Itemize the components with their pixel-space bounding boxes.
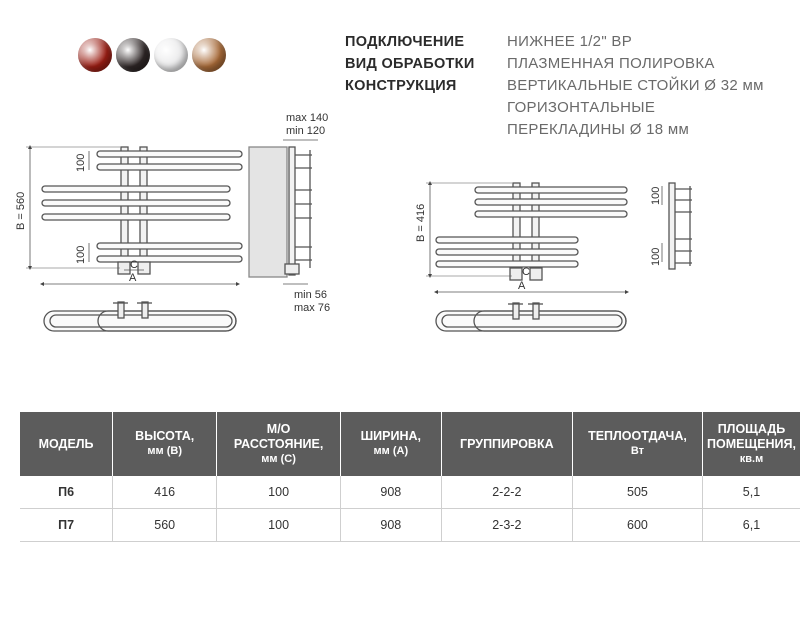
right-valve-label: C xyxy=(522,266,530,278)
right-spacing-bottom-label: 100 xyxy=(650,247,662,266)
spec-value: ПЕРЕКЛАДИНЫ Ø 18 мм xyxy=(507,121,690,138)
left-spacing-top-label: 100 xyxy=(75,153,87,172)
table-cell: 416 xyxy=(113,476,217,509)
header-room-area: ПЛОЩАДЬ ПОМЕЩЕНИЯ, кв.м xyxy=(703,412,800,476)
spec-table xyxy=(20,412,800,542)
table-row xyxy=(20,476,800,509)
table-cell: 908 xyxy=(340,509,441,542)
left-top-view xyxy=(44,302,236,331)
side-min-bottom-label: min 56 xyxy=(294,289,328,301)
side-min-top-label: min 120 xyxy=(286,125,326,137)
header-center-distance: М/О РАССТОЯНИЕ, мм (С) xyxy=(217,412,341,476)
left-height-label: B = 560 xyxy=(15,191,27,230)
spec-label: КОНСТРУКЦИЯ xyxy=(345,78,457,94)
header-heat-output: ТЕПЛООТДАЧА, Вт xyxy=(572,412,702,476)
table-cell: 6,1 xyxy=(703,509,800,542)
header-model: МОДЕЛЬ xyxy=(20,412,113,476)
table-cell: 2-3-2 xyxy=(441,509,572,542)
header-grouping: ГРУППИРОВКА xyxy=(441,412,572,476)
left-width-label: A xyxy=(129,272,137,284)
table-header-row xyxy=(20,412,800,476)
table-cell: 600 xyxy=(572,509,702,542)
left-spacing-bottom-label: 100 xyxy=(75,245,87,264)
side-max-top-label: max 140 xyxy=(286,112,329,124)
right-spacing-top-label: 100 xyxy=(650,186,662,205)
table-cell: 908 xyxy=(340,476,441,509)
table-cell: 560 xyxy=(113,509,217,542)
spec-value: НИЖНЕЕ 1/2" ВР xyxy=(507,33,633,50)
table-row xyxy=(20,509,800,542)
right-top-view xyxy=(436,303,626,331)
table-cell: 2-2-2 xyxy=(441,476,572,509)
table-cell: 100 xyxy=(217,476,341,509)
side-max-bottom-label: max 76 xyxy=(294,302,331,314)
spec-value: ПЛАЗМЕННАЯ ПОЛИРОВКА xyxy=(507,55,715,72)
header-height: ВЫСОТА, мм (В) xyxy=(113,412,217,476)
spec-label: ВИД ОБРАБОТКИ xyxy=(345,56,475,72)
spec-label: ПОДКЛЮЧЕНИЕ xyxy=(345,34,465,50)
left-side-drawing xyxy=(249,140,318,284)
table-cell: 5,1 xyxy=(703,476,800,509)
spec-value: ГОРИЗОНТАЛЬНЫЕ xyxy=(507,99,656,116)
right-height-label: B = 416 xyxy=(415,203,427,242)
header-width: ШИРИНА, мм (А) xyxy=(340,412,441,476)
table-cell: 505 xyxy=(572,476,702,509)
spec-value: ВЕРТИКАЛЬНЫЕ СТОЙКИ Ø 32 мм xyxy=(507,77,764,94)
table-cell: П6 xyxy=(20,476,113,509)
left-valve-label: C xyxy=(130,259,138,271)
right-side-drawing xyxy=(662,183,692,269)
right-width-label: A xyxy=(518,280,526,292)
table-cell: П7 xyxy=(20,509,113,542)
table-cell: 100 xyxy=(217,509,341,542)
